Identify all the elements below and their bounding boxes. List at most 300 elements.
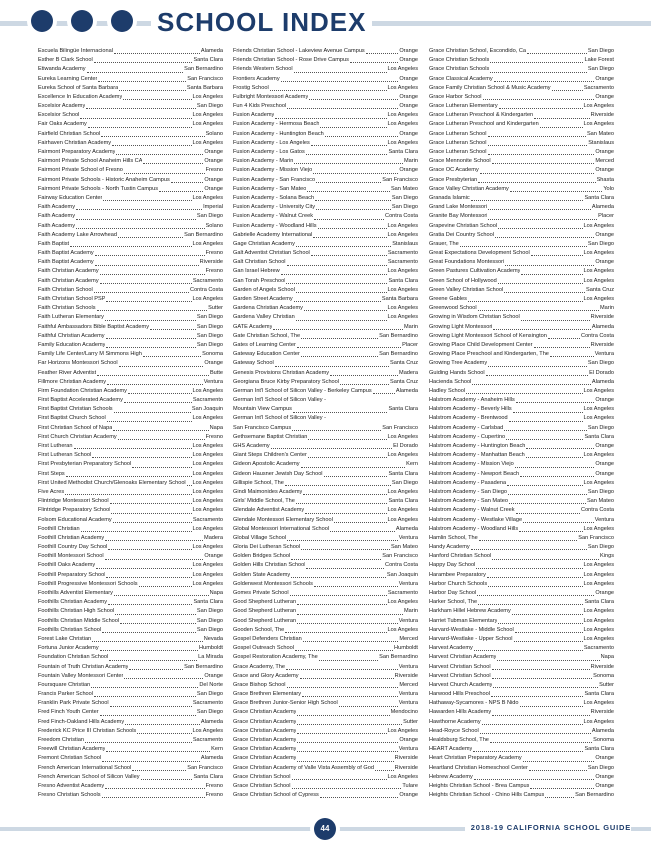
index-entry <box>38 313 223 322</box>
county-name: Los Angeles <box>192 479 223 486</box>
school-name: Halstrom Academy - Cupertino <box>429 433 506 440</box>
county-name: San Diego <box>587 488 614 495</box>
index-entry <box>233 460 418 469</box>
decorative-dot-icon <box>31 10 53 32</box>
school-name: Faith Christian School <box>38 286 93 293</box>
dot-leader <box>490 62 583 63</box>
county-name: Riverside <box>590 314 614 321</box>
dot-leader <box>100 650 198 651</box>
dot-leader <box>287 540 398 541</box>
dot-leader <box>97 310 208 311</box>
school-name: Faith Christian Academy <box>38 268 99 275</box>
dot-leader <box>488 209 591 210</box>
county-name: El Dorado <box>589 369 614 376</box>
county-name: Orange <box>204 158 223 165</box>
school-name: Grace Academy, The <box>233 663 286 670</box>
county-name: Santa Clara <box>388 470 418 477</box>
dot-leader <box>498 228 582 229</box>
school-name: Harvest Christian Academy <box>429 654 497 661</box>
dot-leader <box>311 255 387 256</box>
dot-leader <box>504 430 587 431</box>
dot-leader <box>521 320 590 321</box>
school-name: Hawarden Hills Academy <box>429 709 492 716</box>
county-name: Los Angeles <box>192 443 223 450</box>
dot-leader <box>473 751 583 752</box>
school-name: French American International School <box>38 764 132 771</box>
index-entry <box>429 323 614 332</box>
dot-leader <box>498 623 582 624</box>
dot-leader <box>105 559 204 560</box>
index-entry <box>38 442 223 451</box>
school-name: Hebrew Academy <box>429 773 473 780</box>
index-entry <box>429 203 614 212</box>
county-name: San Diego <box>587 66 614 73</box>
index-entry <box>38 203 223 212</box>
school-name: Grace Lutheran Elementary <box>429 103 498 110</box>
school-name: Friends Western School <box>233 66 293 73</box>
index-entry <box>429 185 614 194</box>
dot-leader <box>297 742 398 743</box>
county-name: Alameda <box>591 204 614 211</box>
county-name: San Diego <box>196 709 223 716</box>
school-name: Gateway Education Center <box>233 351 300 358</box>
index-entry <box>38 185 223 194</box>
dot-leader <box>495 237 594 238</box>
index-entry <box>233 139 418 148</box>
index-entry <box>233 764 418 773</box>
county-name: Sacramento <box>192 277 223 284</box>
school-name: Hanford Christian School <box>429 553 492 560</box>
dot-leader <box>339 706 398 707</box>
school-name: Healdsburg School, The <box>429 737 489 744</box>
school-name: Harbor Church Schools <box>429 580 488 587</box>
county-name: San Diego <box>196 626 223 633</box>
index-entry <box>38 369 223 378</box>
index-entry <box>233 663 418 672</box>
county-name: Orange <box>399 103 418 110</box>
county-name: San Diego <box>196 213 223 220</box>
index-entry <box>38 736 223 745</box>
school-name: Faith Christian School PSP <box>38 296 106 303</box>
index-entry <box>233 617 418 626</box>
school-name: German Int'l School of Silicon Valley - Berkeley Campus <box>233 387 372 394</box>
index-entry <box>38 718 223 727</box>
dot-leader <box>466 393 582 394</box>
index-entry <box>233 258 418 267</box>
dot-leader <box>85 742 192 743</box>
school-name: Glendale Montessori Elementary School <box>233 516 333 523</box>
index-entry <box>233 286 418 295</box>
county-name: San Diego <box>587 360 614 367</box>
dot-leader <box>271 448 392 449</box>
county-name: El Dorado <box>393 443 418 450</box>
index-columns <box>38 47 613 816</box>
county-name: Contra Costa <box>581 507 614 514</box>
index-entry <box>429 369 614 378</box>
dot-leader <box>492 559 599 560</box>
county-name: Del Norte <box>199 681 223 688</box>
dot-leader <box>102 632 196 633</box>
dot-leader <box>309 99 398 100</box>
index-entry <box>38 552 223 561</box>
index-entry <box>429 754 614 763</box>
index-column-1 <box>38 47 223 816</box>
county-name: Orange <box>595 443 614 450</box>
county-name: Humboldt <box>394 645 418 652</box>
county-name: Sacramento <box>583 84 614 91</box>
dot-leader <box>324 476 388 477</box>
index-entry <box>38 764 223 773</box>
school-name: Foothills Christian High School <box>38 608 115 615</box>
index-entry <box>429 663 614 672</box>
county-name: Orange <box>595 590 614 597</box>
county-name: Nevada <box>203 635 223 642</box>
county-name: Yolo <box>603 185 614 192</box>
county-name: Los Angeles <box>192 415 223 422</box>
school-name: Feather River Adventist <box>38 369 97 376</box>
county-name: Los Angeles <box>387 66 418 73</box>
county-name: Merced <box>399 635 418 642</box>
county-name: Sacramento <box>192 516 223 523</box>
index-entry <box>429 791 614 800</box>
county-name: Santa Clara <box>584 746 614 753</box>
school-name: First Baptist Christian Schools <box>38 406 113 413</box>
dot-leader <box>316 209 391 210</box>
index-entry <box>429 497 614 506</box>
index-entry <box>233 130 418 139</box>
county-name: San Diego <box>196 608 223 615</box>
dot-leader <box>478 310 599 311</box>
school-name: Grace Lutheran School <box>429 130 487 137</box>
county-name: Los Angeles <box>583 479 614 486</box>
index-entry <box>38 516 223 525</box>
index-entry <box>233 644 418 653</box>
dot-leader <box>81 531 192 532</box>
county-name: Napa <box>600 654 614 661</box>
index-entry <box>38 451 223 460</box>
dot-leader <box>113 430 208 431</box>
county-name: Los Angeles <box>192 580 223 587</box>
school-name: Faithful Christian Academy <box>38 332 105 339</box>
school-name: Hadley School <box>429 387 466 394</box>
dot-leader <box>115 614 196 615</box>
school-name: Faith Baptist Academy <box>38 259 94 266</box>
county-name: Sonoma <box>202 351 223 358</box>
school-name: Grace Christian Academy <box>233 718 297 725</box>
county-name: Los Angeles <box>387 84 418 91</box>
dot-leader <box>318 228 387 229</box>
index-entry <box>233 111 418 120</box>
county-name: San Mateo <box>586 130 614 137</box>
school-name: Five Acres <box>38 488 65 495</box>
school-name: Halstrom Academy - Brentwood <box>429 415 508 422</box>
county-name: San Francisco <box>187 75 223 82</box>
school-name: French American School of Silicon Valley <box>38 773 140 780</box>
index-entry <box>233 84 418 93</box>
index-entry <box>233 653 418 662</box>
county-name: Sutter <box>403 718 418 725</box>
dot-leader <box>159 191 203 192</box>
county-name: San Francisco <box>187 764 223 771</box>
index-entry <box>429 313 614 322</box>
county-name: Fresno <box>205 250 223 257</box>
index-entry <box>429 222 614 231</box>
dot-leader <box>105 320 196 321</box>
dot-leader <box>275 366 389 367</box>
county-name: Los Angeles <box>583 700 614 707</box>
county-name: Santa Clara <box>388 498 418 505</box>
index-entry <box>38 130 223 139</box>
index-entry <box>38 782 223 791</box>
index-entry <box>429 488 614 497</box>
dot-leader <box>123 99 191 100</box>
index-entry <box>38 56 223 65</box>
index-entry <box>233 148 418 157</box>
index-entry <box>233 56 418 65</box>
index-entry <box>38 304 223 313</box>
school-name: Global Village School <box>233 534 287 541</box>
county-name: San Mateo <box>390 544 418 551</box>
county-name: Los Angeles <box>583 562 614 569</box>
county-name: Los Angeles <box>583 525 614 532</box>
school-name: Escuela Bilingüe Internacional <box>38 47 113 54</box>
county-name: San Joaquin <box>191 406 223 413</box>
school-name: GHS Academy <box>233 443 270 450</box>
index-entry <box>429 525 614 534</box>
dot-leader <box>487 577 583 578</box>
county-name: Santa Barbara <box>381 296 418 303</box>
dot-leader <box>132 467 191 468</box>
school-name: Franklin Park Private School <box>38 700 109 707</box>
county-name: Orange <box>399 75 418 82</box>
index-entry <box>38 580 223 589</box>
school-name: Fresno Adventist Academy <box>38 782 105 789</box>
index-entry <box>233 580 418 589</box>
county-name: San Joaquin <box>386 571 418 578</box>
dot-leader <box>488 136 586 137</box>
county-name: Orange <box>399 737 418 744</box>
school-name: Happy Day School <box>429 562 476 569</box>
county-name: Los Angeles <box>387 231 418 238</box>
dot-leader <box>314 219 384 220</box>
dot-leader <box>297 724 402 725</box>
school-name: Growing Place Preschool and Kindergarten, The <box>429 351 549 358</box>
dot-leader <box>316 182 381 183</box>
county-name: Riverside <box>590 663 614 670</box>
dot-leader <box>66 476 192 477</box>
index-entry <box>38 727 223 736</box>
dot-leader <box>292 430 381 431</box>
school-name: Hacienda School <box>429 378 472 385</box>
index-entry <box>233 369 418 378</box>
school-name: Golden Bridges School <box>233 553 291 560</box>
index-entry <box>429 479 614 488</box>
county-name: Los Angeles <box>192 461 223 468</box>
dot-leader <box>275 118 386 119</box>
county-name: San Diego <box>196 617 223 624</box>
school-name: Flintridge Montessori School <box>38 498 109 505</box>
school-name: Halstrom Academy - Pasadena <box>429 479 507 486</box>
index-entry <box>38 240 223 249</box>
footer <box>0 816 651 845</box>
dot-leader <box>295 650 393 651</box>
county-name: Sacramento <box>192 700 223 707</box>
dot-leader <box>550 356 594 357</box>
dot-leader <box>373 393 395 394</box>
county-name: Ventura <box>398 580 418 587</box>
dot-leader <box>477 595 594 596</box>
county-name: Napa <box>209 424 223 431</box>
county-name: Ventura <box>398 746 418 753</box>
index-entry <box>429 121 614 130</box>
county-name: Imperial <box>203 204 223 211</box>
index-entry <box>233 516 418 525</box>
county-name: Orange <box>399 130 418 137</box>
school-name: Faith Lutheran Elementary <box>38 314 104 321</box>
county-name: Merced <box>595 158 614 165</box>
index-entry <box>38 176 223 185</box>
county-name: Marin <box>404 608 418 615</box>
school-name: Good Shepherd Lutheran <box>233 608 297 615</box>
county-name: Sacramento <box>387 590 418 597</box>
county-name: Humboldt <box>199 645 223 652</box>
index-entry <box>38 258 223 267</box>
school-name: Faith Academy <box>38 222 75 229</box>
school-name: Grace Christian School <box>233 782 291 789</box>
school-name: Harvest Church Academy <box>429 681 493 688</box>
county-name: Marin <box>404 323 418 330</box>
county-name: Santa Clara <box>388 149 418 156</box>
county-name: Contra Costa <box>190 286 223 293</box>
school-name: Hathaway-Sycamores - NPS B Nido <box>429 700 519 707</box>
dot-leader <box>297 614 403 615</box>
dot-leader <box>296 320 387 321</box>
index-entry <box>429 157 614 166</box>
county-name: San Bernardino <box>379 351 418 358</box>
dot-leader <box>114 412 191 413</box>
county-name: Los Angeles <box>583 268 614 275</box>
dot-leader <box>292 788 402 789</box>
index-column-3 <box>429 47 614 816</box>
index-entry <box>38 754 223 763</box>
dot-leader <box>114 595 209 596</box>
dot-leader <box>106 301 191 302</box>
index-entry <box>429 681 614 690</box>
county-name: Riverside <box>394 672 418 679</box>
school-name: Grace Christian Academy <box>233 737 297 744</box>
dot-leader <box>515 632 583 633</box>
index-entry <box>38 47 223 56</box>
school-name: First Church Christian Academy <box>38 433 117 440</box>
school-name: Head-Royce School <box>429 727 479 734</box>
school-name: Grace Bishop School <box>233 681 286 688</box>
school-name: Faith Baptist <box>38 240 70 247</box>
school-name: Green Valley Christian School <box>429 286 504 293</box>
index-entry <box>233 635 418 644</box>
county-name: Napa <box>209 590 223 597</box>
index-entry <box>38 323 223 332</box>
school-name: Far Horizons Montessori School <box>38 360 118 367</box>
school-name: Gates of Learning Center <box>233 341 296 348</box>
school-name: Fairway Education Center <box>38 194 103 201</box>
dot-leader <box>471 549 587 550</box>
school-name: Foothills Adventist Elementary <box>38 590 113 597</box>
county-name: Riverside <box>394 764 418 771</box>
dot-leader <box>300 678 394 679</box>
index-entry <box>429 286 614 295</box>
school-name: Fusion Academy - Huntington Beach <box>233 130 324 137</box>
dot-leader <box>110 706 192 707</box>
county-name: Riverside <box>590 112 614 119</box>
county-name: San Diego <box>587 424 614 431</box>
dot-leader <box>516 513 580 514</box>
dot-leader <box>106 338 196 339</box>
index-entry <box>233 415 418 424</box>
index-entry <box>429 562 614 571</box>
county-name: Orange <box>595 75 614 82</box>
county-name: Contra Costa <box>385 562 418 569</box>
index-entry <box>233 185 418 194</box>
index-entry <box>233 387 418 396</box>
school-name: Halstrom Academy - Manhattan Beach <box>429 452 525 459</box>
county-name: Los Angeles <box>192 498 223 505</box>
index-entry <box>38 295 223 304</box>
index-entry <box>233 589 418 598</box>
county-name: Ventura <box>594 516 614 523</box>
county-name: Orange <box>399 792 418 799</box>
index-entry <box>429 534 614 543</box>
school-name: Faith Academy <box>38 204 75 211</box>
index-entry <box>38 589 223 598</box>
dot-leader <box>303 494 386 495</box>
school-name: First Baptist Church School <box>38 415 106 422</box>
dot-leader <box>301 549 390 550</box>
dot-leader <box>124 678 203 679</box>
county-name: Los Angeles <box>583 635 614 642</box>
school-name: Fusion Academy - Solana Beach <box>233 194 315 201</box>
dot-leader <box>94 62 193 63</box>
county-name: Los Angeles <box>387 516 418 523</box>
index-entry <box>429 93 614 102</box>
dot-leader <box>498 283 583 284</box>
school-name: Grace Valley Christian Academy <box>429 185 509 192</box>
county-name: San Francisco <box>382 553 418 560</box>
index-entry <box>38 653 223 662</box>
index-entry <box>38 635 223 644</box>
county-name: Alameda <box>395 525 418 532</box>
index-entry <box>233 350 418 359</box>
index-entry <box>429 589 614 598</box>
index-entry <box>38 166 223 175</box>
school-name: Golden Hills Christian School <box>233 562 306 569</box>
county-name: Riverside <box>394 755 418 762</box>
school-name: Grace Christian School <box>233 773 291 780</box>
county-name: San Mateo <box>390 185 418 192</box>
county-name: Los Angeles <box>387 626 418 633</box>
dot-leader <box>171 182 204 183</box>
school-name: Fairmont Private Schools - Historic Anaheim Campus <box>38 176 170 183</box>
county-name: San Diego <box>196 103 223 110</box>
county-name: San Francisco <box>578 534 614 541</box>
school-name: Fusion Academy - Woodland Hills <box>233 222 317 229</box>
county-name: Shasta <box>596 176 614 183</box>
county-name: Los Angeles <box>387 433 418 440</box>
index-entry <box>429 56 614 65</box>
school-name: Grace Christian Academy <box>233 755 297 762</box>
dot-leader <box>294 72 387 73</box>
school-name: Harvard-Westlake - Upper School <box>429 635 513 642</box>
dot-leader <box>297 623 398 624</box>
